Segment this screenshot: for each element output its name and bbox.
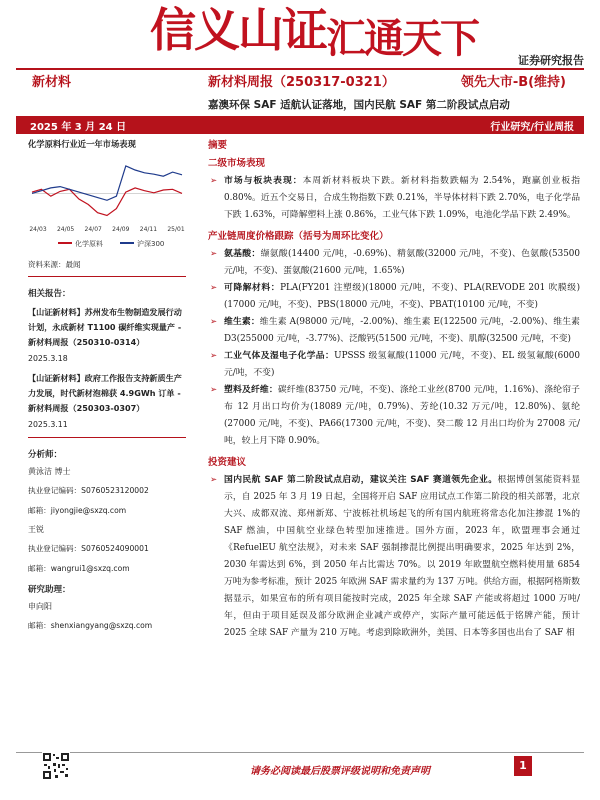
date-bar [16, 116, 584, 134]
chart-source: 资料来源：最闻 [28, 260, 81, 269]
chart-x-tick-label: 24/05 [56, 226, 75, 233]
chart-legend-label: 沪深300 [137, 240, 165, 248]
bullet-arrow-icon: ➢ [210, 385, 218, 395]
summary-heading: 摘要 [208, 140, 228, 151]
assistant-name: 申向阳 [28, 602, 52, 611]
paragraph-lead: 塑料及纤维： [224, 385, 278, 395]
document-title: 新材料周报（250317-0321） [208, 75, 395, 90]
paragraph-lead: 氨基酸： [224, 249, 261, 259]
qr-code-icon[interactable] [42, 752, 70, 780]
brand-slogan-part2: 汇通天下 [326, 15, 478, 62]
paragraph-text: UPSSS 级氢氟酸(11000 元/吨，不变)、EL 级氢氟酸(6000 元/吨，不变) [224, 351, 580, 378]
paragraph-text: 缬氨酸(14400 元/吨，-0.69%)、精氨酸(32000 元/吨，不变)、色氨酸(53500 元/吨，不变)、蛋氨酸(21600 元/吨，1.65%) [224, 249, 580, 276]
header-divider [16, 68, 584, 70]
paragraph-lead: 国内民航 SAF 第二阶段试点启动，建议关注 SAF 赛道领先企业。 [224, 475, 498, 485]
paragraph-lead: 可降解材料： [224, 283, 281, 293]
related-report-item[interactable] [28, 371, 186, 429]
rating-label: 领先大市-B(维持) [460, 75, 566, 90]
related-reports-heading: 相关报告： [28, 289, 71, 299]
bullet-arrow-icon: ➢ [210, 249, 218, 259]
document-subtitle: 嘉澳环保 SAF 适航认证落地，国内民航 SAF 第二阶段试点启动 [208, 99, 510, 111]
section-divider [28, 437, 186, 438]
bullet-arrow-icon: ➢ [210, 351, 218, 361]
bullet-arrow-icon: ➢ [210, 283, 218, 293]
analyst-cert: 执业登记编码：S0760523120002 [28, 486, 149, 495]
brand-slogan-part1: 信义山证 [150, 3, 326, 57]
paragraph-lead: 工业气体及湿电子化学品： [224, 351, 335, 361]
analyst-email[interactable]: 邮箱：jiyongjie@sxzq.com [28, 506, 127, 515]
paragraph-lead: 维生素： [224, 317, 260, 327]
paragraph-text: 维生素 A(98000 元/吨，-2.00%)、维生素 E(122500 元/吨，-2.00%)、维生素 D3(255000 元/吨，-3.77%)、泛酸钙(51500 元/吨，不变)、肌醇(32500 元/吨，不变) [224, 317, 580, 344]
paragraph-text: 根据博创氢能资料显示，自 2025 年 3 月 19 日起，全国将开启 SAF 应用试点工作第二阶段的相关部署，北京大兴、成都双流、郑州新郑、宁波栎社机场起飞的所有国内航班将常态化加注掺混 1%的 SAF 燃油，中国航空业绿色转型加速推进。国外方面，2023 年，欧盟理事会通过《RefuelEU 航空法规》，对未来 SAF 强制掺混比例提出明确要求，2025 年达到 2%，2030 年需达到 6%，到 2050 年占比需达 70%。以 2019 年欧盟航空燃料使用量 6854 万吨为参考标准，预计 2025 年欧洲 SAF 需求量约为 137 万吨。供给方面，根据阿格斯数据显示，如果宣布的所有项目能按时完成，2025 年全球 SAF 产能或将超过 1000 万吨/年，但由于项目延误及部分欧洲企业减产或停产，实际产量可能远低于铭牌产能，预计 2025 全球 SAF 产量为 210 万吨。考虑到除欧洲外，美国、日本等多国也出台了 SAF 相 [224, 475, 580, 638]
related-report-date: 2025.3.11 [28, 420, 68, 429]
price-paragraph [208, 382, 580, 450]
price-paragraph [208, 280, 580, 314]
related-report-text[interactable]: 【山证新材料】政府工作报告支持新质生产力发展，时代新材泡棉获 4.9GWh 订单 - 新材料周报（250303-0307） [28, 373, 182, 413]
market-paragraph [208, 173, 580, 224]
chart-x-tick-label: 24/03 [29, 226, 47, 233]
chart-series-line [32, 166, 182, 200]
analysts-heading: 分析师： [28, 450, 63, 460]
paragraph-text: 碳纤维(83750 元/吨，不变)、涤纶工业丝(8700 元/吨，1.16%)、涤纶帘子布 12 月出口均价为(18089 元/吨，0.79%)、芳纶(10.32 万元/吨，12.80%)、氨纶(27000 元/吨，不变)、PA66(17300 元/吨，不变)、癸二酸 12 月出口均价为 27008 元/吨，较上月下降 0.90%。 [224, 385, 580, 446]
sector-label: 新材料 [32, 75, 72, 90]
section-heading-market: 二级市场表现 [208, 158, 266, 169]
analyst-cert: 执业登记编码：S0760524090001 [28, 544, 149, 553]
assistant-email[interactable]: 邮箱：shenxiangyang@sxzq.com [28, 621, 153, 630]
market-performance-chart [28, 153, 186, 253]
related-report-text[interactable]: 【山证新材料】苏州发布生物制造发展行动计划，永成新材 T1100 碳纤维实现量产 - 新材料周报（250310-0314） [28, 307, 182, 347]
footer-divider [16, 752, 584, 753]
report-date: 2025 年 3 月 24 日 [30, 122, 127, 133]
chart-x-tick-label: 24/09 [112, 226, 130, 233]
page-number: 1 [514, 756, 532, 776]
brand-logo [150, 0, 478, 62]
report-type: 证券研究报告 [518, 54, 584, 67]
invest-paragraph [208, 472, 580, 642]
bullet-arrow-icon: ➢ [210, 475, 218, 485]
chart-legend-label: 化学原料 [75, 240, 103, 248]
section-divider [28, 276, 186, 277]
price-paragraph [208, 348, 580, 382]
report-category: 行业研究/行业周报 [490, 122, 574, 133]
section-heading-invest: 投资建议 [208, 457, 247, 468]
disclaimer-text[interactable]: 请务必阅读最后股票评级说明和免责声明 [250, 766, 430, 777]
analyst-name: 王锐 [28, 525, 44, 534]
chart-series-line [32, 188, 182, 216]
price-paragraph [208, 314, 580, 348]
bullet-arrow-icon: ➢ [210, 317, 218, 327]
analyst-email[interactable]: 邮箱：wangrui1@sxzq.com [28, 564, 130, 573]
bullet-arrow-icon: ➢ [210, 176, 218, 186]
price-paragraph [208, 246, 580, 280]
analyst-name: 黄泳洁 博士 [28, 467, 71, 476]
chart-x-tick-label: 25/01 [167, 226, 185, 233]
paragraph-text: PLA(FY201 注塑级)(18000 元/吨，不变)、PLA(REVODE 201 吹膜级)(17000 元/吨，不变)、PBS(18000 元/吨，不变)、PBAT(10100 元/吨，不变) [224, 283, 580, 310]
related-report-date: 2025.3.18 [28, 354, 68, 363]
paragraph-lead: 市场与板块表现： [224, 176, 303, 186]
chart-x-tick-label: 24/07 [84, 226, 102, 233]
main-content [208, 137, 580, 642]
left-sidebar [28, 138, 186, 639]
chart-title: 化学原料行业近一年市场表现 [28, 139, 136, 149]
section-heading-prices: 产业链周度价格跟踪（括号为周环比变化） [208, 231, 389, 242]
assistant-heading: 研究助理： [28, 585, 71, 595]
related-report-item[interactable] [28, 305, 186, 363]
paragraph-text: 本周新材料板块下跌。新材料指数跌幅为 2.54%，跑赢创业板指 0.80%。近五个交易日，合成生物指数下跌 0.21%，半导体材料下跌 2.70%，电子化学品下跌 1.63%，可降解塑料上涨 0.86%，工业气体下跌 1.09%，电池化学品下跌 2.49%。 [224, 176, 580, 220]
chart-x-tick-label: 24/11 [139, 226, 158, 233]
